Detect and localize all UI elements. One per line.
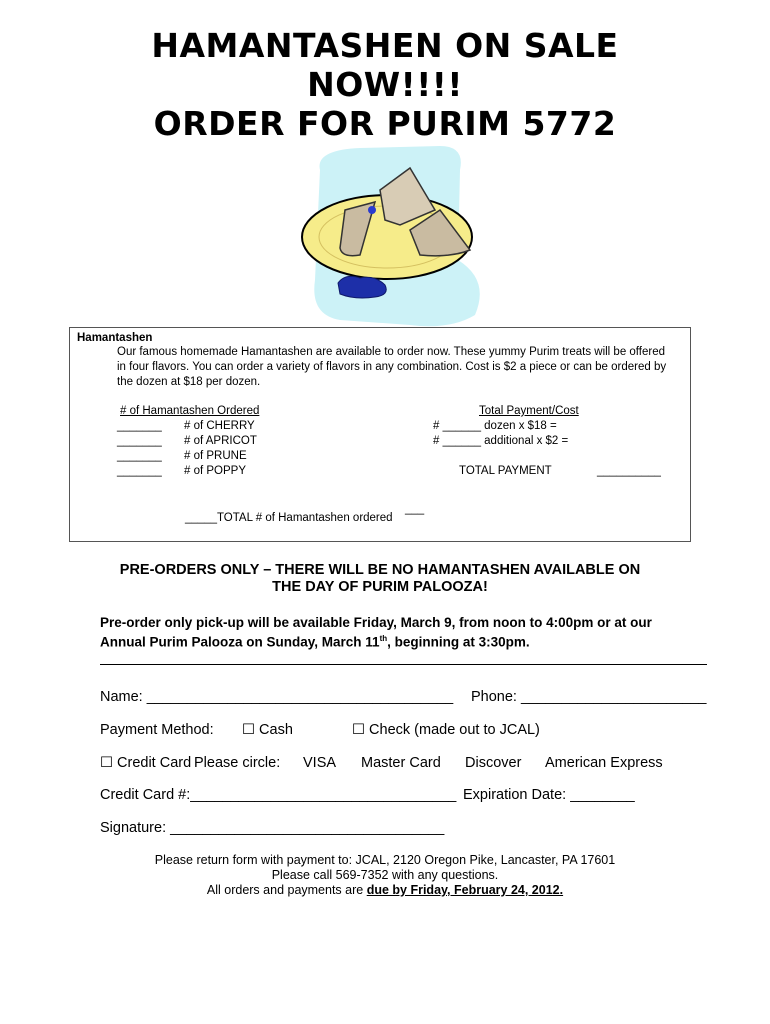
card-option-amex[interactable]: American Express — [545, 755, 663, 771]
order-form-box — [69, 327, 691, 542]
card-option-mastercard[interactable]: Master Card — [361, 755, 441, 771]
phone-field[interactable]: Phone: _______________________ — [471, 689, 707, 705]
pickup-info — [100, 615, 700, 651]
cost-column-header: Total Payment/Cost — [479, 405, 579, 417]
footer-line-3 — [0, 883, 770, 898]
flavor-label: # of CHERRY — [184, 420, 255, 432]
quantity-blank[interactable]: _______ — [117, 420, 162, 432]
card-number-field[interactable]: Credit Card #:_________________________________ — [100, 787, 457, 803]
section-divider — [100, 664, 707, 665]
title-line-2: NOW!!!! — [307, 65, 463, 104]
flavor-list — [117, 419, 257, 479]
card-option-visa[interactable]: VISA — [303, 755, 337, 771]
name-field[interactable]: Name: ______________________________________ — [100, 689, 454, 705]
box-heading: Hamantashen — [77, 332, 153, 344]
box-description: Our famous homemade Hamantashen are available to order now. These yummy Purim treats will be offered in four flavors. You can order a variety of flavors in any combination. Cost is $2 a piece or can be ordered by the dozen at $18 per dozen. — [117, 346, 667, 388]
cash-checkbox[interactable]: ☐ Cash — [242, 722, 293, 738]
credit-card-checkbox[interactable]: ☐ Credit Card — [100, 755, 192, 771]
please-circle-label: Please circle: — [194, 755, 281, 771]
title-line-1: HAMANTASHEN ON SALE — [151, 26, 619, 65]
pickup-line-2-text: Annual Purim Palooza on Sunday, March 11 — [100, 634, 380, 650]
flavor-row — [117, 419, 257, 434]
pickup-line-2 — [100, 631, 700, 651]
payment-method-label: Payment Method: — [100, 722, 214, 738]
check-checkbox[interactable]: ☐ Check (made out to JCAL) — [352, 722, 540, 738]
warning-line-1: PRE-ORDERS ONLY – THERE WILL BE NO HAMANTASHEN AVAILABLE ON — [119, 562, 641, 578]
footer-line-3-text: All orders and payments are — [206, 883, 367, 897]
flavor-label: # of POPPY — [184, 465, 247, 477]
footer-line-2: Please call 569-7352 with any questions. — [271, 868, 499, 882]
title-line-3: ORDER FOR PURIM 5772 — [153, 104, 617, 143]
dozen-cost-line[interactable]: # ______ dozen x $18 = — [433, 420, 557, 432]
flavor-label: # of APRICOT — [184, 435, 257, 447]
total-ordered-line[interactable]: _____TOTAL # of Hamantashen ordered — [185, 512, 393, 524]
ordered-column-header: # of Hamantashen Ordered — [120, 405, 260, 417]
short-dash: ___ — [405, 503, 425, 515]
cost-list — [433, 419, 568, 449]
total-payment-label: TOTAL PAYMENT — [459, 465, 552, 477]
total-payment-blank[interactable]: __________ — [597, 465, 661, 477]
flavor-row — [117, 464, 257, 479]
flavor-row — [117, 449, 257, 464]
card-option-discover[interactable]: Discover — [465, 755, 522, 771]
ordinal-suffix: th — [379, 634, 388, 643]
pickup-line-2-end: , beginning at 3:30pm. — [387, 634, 530, 650]
preorder-warning — [90, 562, 670, 596]
quantity-blank[interactable]: _______ — [117, 465, 162, 477]
pickup-line-1: Pre-order only pick-up will be available Friday, March 9, from noon to 4:00pm or at our — [100, 615, 652, 630]
footer-line-1: Please return form with payment to: JCAL, 2120 Oregon Pike, Lancaster, PA 17601 — [154, 853, 616, 867]
expiration-field[interactable]: Expiration Date: ________ — [463, 787, 635, 803]
flavor-label: # of PRUNE — [184, 450, 247, 462]
additional-cost-line[interactable]: # ______ additional x $2 = — [433, 435, 569, 447]
flavor-row — [117, 434, 257, 449]
signature-field[interactable]: Signature: __________________________________ — [100, 820, 445, 836]
quantity-blank[interactable]: _______ — [117, 450, 162, 462]
return-instructions — [0, 853, 770, 898]
due-date: due by Friday, February 24, 2012. — [366, 883, 564, 897]
warning-line-2: THE DAY OF PURIM PALOOZA! — [272, 579, 488, 595]
quantity-blank[interactable]: _______ — [117, 435, 162, 447]
page-title — [0, 26, 770, 143]
hamantashen-plate-illustration — [300, 140, 500, 330]
